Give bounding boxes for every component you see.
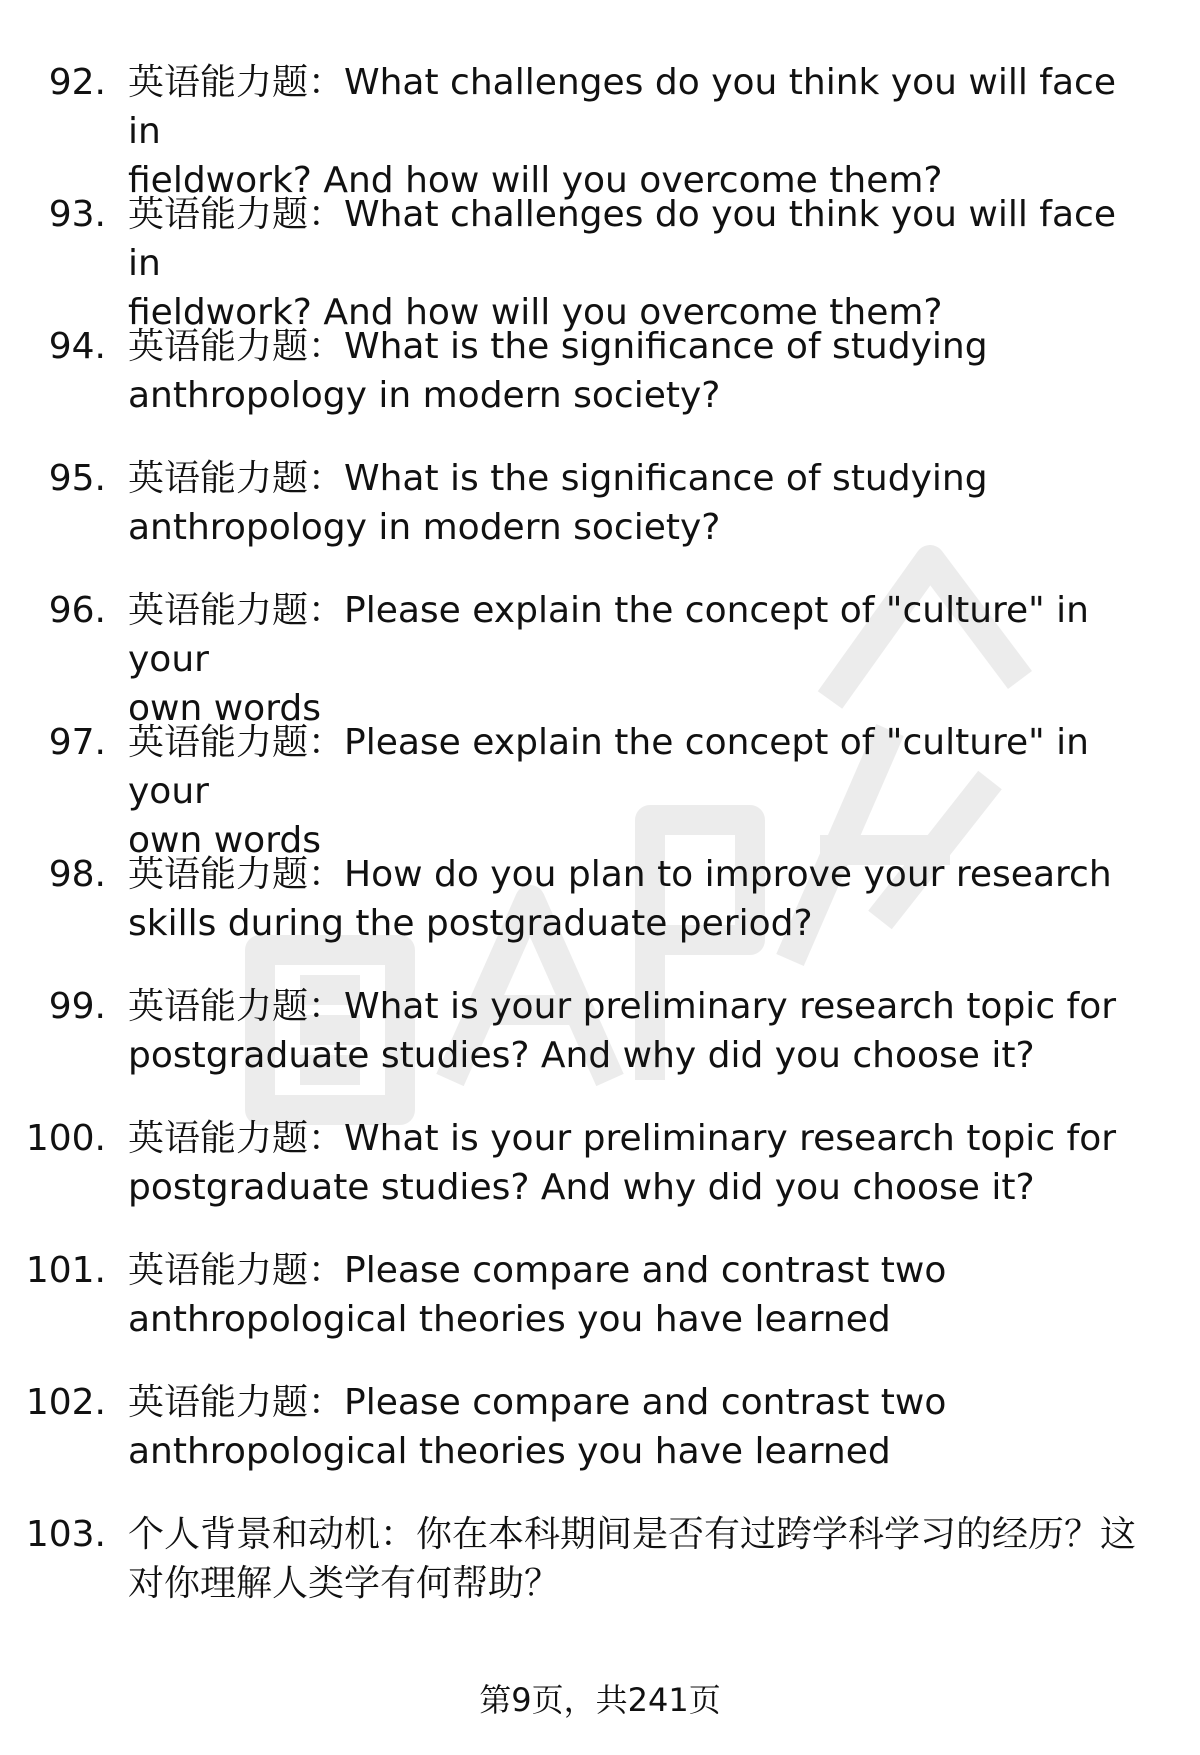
question-number: 97.: [48, 722, 106, 763]
question-number: 93.: [48, 194, 106, 235]
question-item: [0, 1246, 1200, 1378]
question-text: 英语能力题：What is the significance of studying anthropology in modern society?: [128, 458, 988, 548]
question-list: [0, 58, 1200, 1642]
question-number: 103.: [25, 1514, 106, 1555]
question-item: [0, 982, 1200, 1114]
question-text: 英语能力题：What challenges do you think you will face in fieldwork? And how will you overcome them?: [128, 194, 1116, 333]
question-item: [0, 1114, 1200, 1246]
question-item: [0, 850, 1200, 982]
question-number: 100.: [25, 1118, 106, 1159]
question-text: 英语能力题：What is the significance of studying anthropology in modern society?: [128, 326, 988, 416]
question-item: [0, 454, 1200, 586]
question-number: 96.: [48, 590, 106, 631]
question-text: 个人背景和动机：你在本科期间是否有过跨学科学习的经历？这 对你理解人类学有何帮助？: [128, 1514, 1137, 1604]
question-item: [0, 718, 1200, 861]
question-item: [0, 322, 1200, 454]
question-number: 94.: [48, 326, 106, 367]
question-number: 95.: [48, 458, 106, 499]
question-number: 102.: [25, 1382, 106, 1423]
question-text: 英语能力题：What challenges do you think you will face in fieldwork? And how will you overcome them?: [128, 62, 1116, 201]
question-item: [0, 1510, 1200, 1642]
question-item: [0, 58, 1200, 201]
question-text: 英语能力题：Please compare and contrast two anthropological theories you have learned: [128, 1382, 947, 1472]
question-text: 英语能力题：Please explain the concept of "culture" in your own words: [128, 722, 1089, 861]
question-number: 98.: [48, 854, 106, 895]
question-text: 英语能力题：What is your preliminary research topic for postgraduate studies? And why did you choose it?: [128, 1118, 1117, 1208]
question-text: 英语能力题：How do you plan to improve your research skills during the postgraduate period?: [128, 854, 1112, 944]
question-item: [0, 190, 1200, 333]
question-number: 101.: [25, 1250, 106, 1291]
question-number: 92.: [48, 62, 106, 103]
page-indicator: 第9页，共241页: [479, 1681, 721, 1719]
question-text: 英语能力题：Please compare and contrast two anthropological theories you have learned: [128, 1250, 947, 1340]
question-number: 99.: [48, 986, 106, 1027]
question-item: [0, 1378, 1200, 1510]
question-text: 英语能力题：What is your preliminary research topic for postgraduate studies? And why did you choose it?: [128, 986, 1117, 1076]
question-text: 英语能力题：Please explain the concept of "culture" in your own words: [128, 590, 1089, 729]
question-item: [0, 586, 1200, 729]
